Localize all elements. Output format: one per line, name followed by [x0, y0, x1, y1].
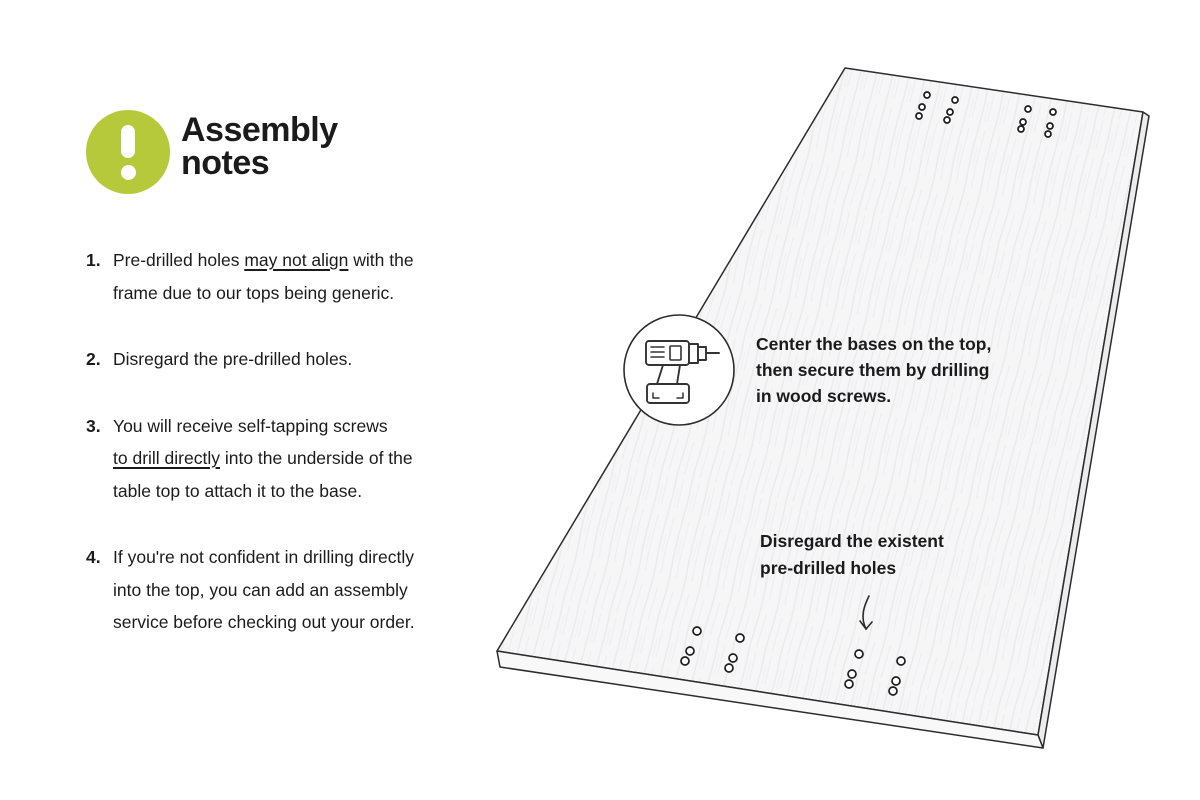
page-title-line1: Assembly [181, 111, 338, 149]
note-line [113, 442, 413, 475]
notes-panel [86, 110, 496, 632]
exclamation-bar [121, 125, 135, 158]
note-number: 2. [86, 349, 101, 369]
notes-header [86, 110, 496, 203]
exclamation-dot [121, 165, 136, 180]
callout-disregard-holes [760, 528, 944, 582]
note-text [113, 410, 413, 508]
drill-icon [624, 315, 734, 425]
note-item-1 [86, 244, 496, 309]
callout-line: Center the bases on the top, [756, 334, 992, 354]
note-segment: If you're not confident in drilling directly [113, 547, 414, 567]
page-title [181, 111, 338, 182]
note-segment: table top to attach it to the base. [113, 480, 363, 501]
note-segment: You will receive self-tapping screws [113, 415, 388, 436]
note-segment: into the top, you can add an assembly [113, 579, 408, 600]
note-line [113, 244, 414, 277]
note-item-4 [86, 541, 496, 639]
exclamation-icon [86, 110, 170, 194]
note-segment-underlined: may not align [244, 250, 349, 270]
note-line [113, 475, 413, 508]
note-line [113, 343, 352, 376]
note-line [113, 410, 413, 443]
assembly-notes-list [86, 244, 496, 673]
note-text [113, 343, 352, 376]
callout-line: Disregard the existent [760, 531, 944, 551]
note-segment: with the [348, 250, 414, 270]
note-line [113, 277, 414, 310]
note-text [113, 541, 415, 639]
note-segment: Disregard the pre-drilled holes. [113, 349, 353, 369]
note-text [113, 244, 414, 309]
page-title-line2: notes [181, 144, 270, 182]
note-item-3 [86, 410, 496, 508]
note-segment: service before checking out your order. [113, 612, 415, 632]
note-segment: Pre-drilled holes [113, 250, 245, 270]
note-line [113, 606, 415, 639]
note-segment-underlined: to drill directly [113, 448, 220, 468]
note-number: 1. [86, 250, 101, 270]
note-segment: into the underside of the [219, 448, 413, 468]
callout-line: then secure them by drilling [756, 360, 990, 380]
callout-line: pre-drilled holes [760, 558, 897, 578]
note-item-2 [86, 343, 496, 376]
note-segment: frame due to our tops being generic. [113, 282, 395, 303]
callout-line: in wood screws. [756, 386, 892, 406]
note-line [113, 541, 415, 574]
note-line [113, 574, 415, 607]
note-number: 4. [86, 547, 101, 567]
callout-center-bases [756, 331, 991, 409]
note-number: 3. [86, 415, 101, 436]
